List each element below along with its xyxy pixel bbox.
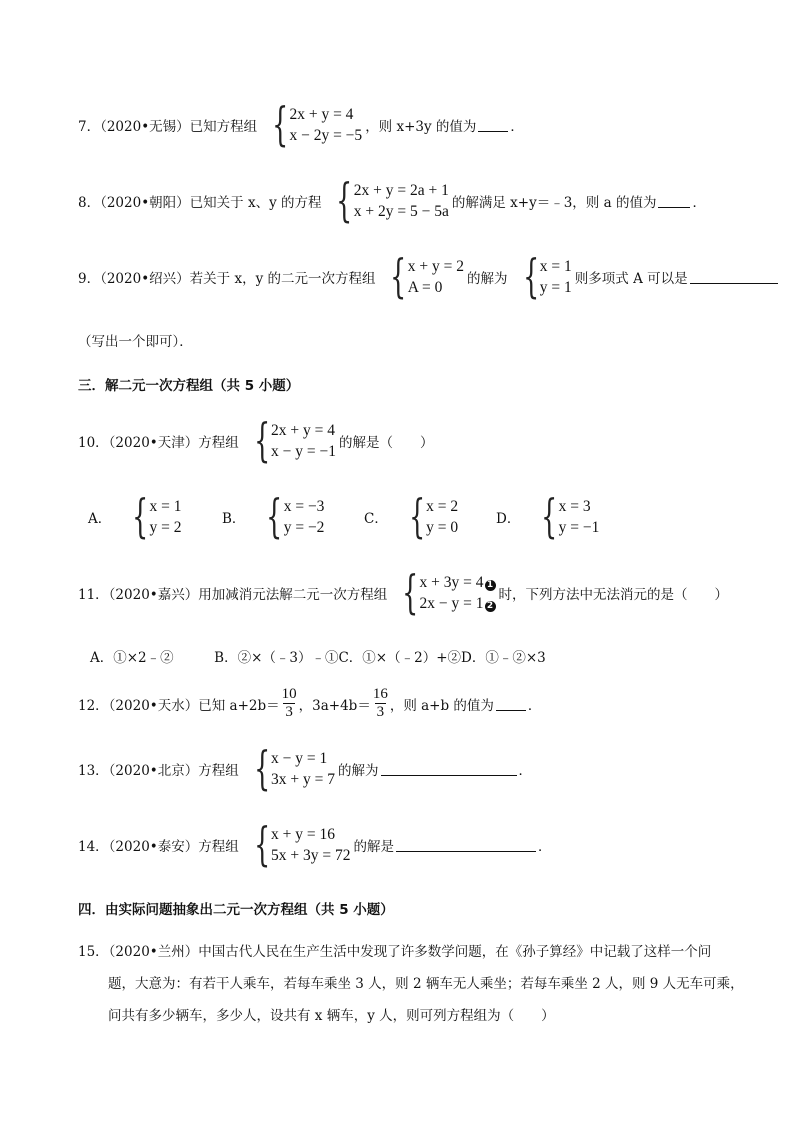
option-row: y = 2 [149, 519, 182, 536]
q8-equation-system [323, 173, 449, 227]
q11-prefix: 11．（2020•嘉兴）用加减消元法解二元一次方程组 [78, 587, 388, 603]
q12-suffix: ，则 a+b 的值为 [389, 697, 494, 714]
q9-answer-blank[interactable] [690, 270, 778, 284]
option-row: y = −1 [558, 519, 600, 536]
q10-equation-system [241, 413, 337, 467]
q8-answer-blank[interactable] [658, 194, 690, 208]
q10-eq1: 2x + y = 4 [271, 422, 336, 439]
question-14 [78, 817, 552, 871]
brace-icon: { [253, 741, 271, 795]
brace-icon: { [409, 489, 426, 543]
q13-eq1: x − y = 1 [271, 750, 328, 767]
q7-end: ． [510, 119, 524, 135]
q15-line-2: 题，大意为：有若干人乘车，若每车乘坐 3 人，则 2 辆车无人乘坐；若每车乘坐 2 人，则 9 人无车可乘， [108, 976, 744, 992]
q7-eq2: x − 2y = −5 [289, 127, 363, 144]
q7-eq1: 2x + y = 4 [289, 106, 354, 123]
brace-icon: { [266, 489, 283, 543]
q9-solution-system [510, 249, 572, 303]
question-15 [78, 936, 744, 1032]
q14-eq1: x + y = 16 [271, 826, 336, 843]
option-row: y = −2 [283, 519, 325, 536]
q12-end: ． [527, 697, 542, 714]
section-3-heading: 三．解二元一次方程组（共 5 小题） [78, 378, 300, 394]
q9-equation-system [377, 249, 464, 303]
fraction-numerator: 10 [281, 686, 297, 702]
q10-option-b[interactable] [222, 489, 327, 543]
q8-eq1: 2x + y = 2a + 1 [353, 182, 449, 199]
q11-suffix: 时，下列方法中无法消元的是（ ） [498, 587, 729, 603]
q9-note-line [78, 330, 193, 350]
question-9 [78, 249, 780, 303]
q12-fraction-1 [282, 686, 297, 721]
q15-line-1: 15．（2020•兰州）中国古代人民在生产生活中发现了许多数学问题，在《孙子算经》中记载了这样一个问 [78, 944, 712, 960]
question-7 [78, 97, 524, 151]
q9-note: （写出一个即可）． [78, 334, 193, 350]
question-13 [78, 741, 533, 795]
q13-equation-system [241, 741, 336, 795]
circled-2-icon: 2 [485, 601, 496, 612]
q10-eq2: x − y = −1 [271, 443, 337, 460]
q10-option-c[interactable] [364, 489, 461, 543]
q9-sol2: y = 1 [539, 279, 572, 296]
q8-suffix: 的解满足 x+y＝﹣3，则 a 的值为 [451, 195, 657, 211]
option-label: A． [88, 511, 112, 527]
brace-icon: { [132, 489, 149, 543]
q8-eq2: x + 2y = 5 − 5a [353, 203, 449, 220]
q14-prefix: 14．（2020•泰安）方程组 [78, 839, 239, 855]
option-label: C． [364, 511, 388, 527]
brace-icon: { [272, 97, 289, 151]
q14-eq2: 5x + 3y = 72 [271, 847, 351, 864]
option-row: x = 2 [426, 498, 459, 515]
q12-prefix: 12．（2020•天水）已知 a+2b＝ [78, 697, 280, 714]
option-label: D． [496, 511, 521, 527]
q10-option-a[interactable] [88, 489, 185, 543]
q15-line-3: 问共有多少辆车，多少人，设共有 x 辆车，y 人，则可列方程组为（ ） [108, 1008, 555, 1024]
q14-equation-system [241, 817, 351, 871]
q14-end: ． [538, 839, 552, 855]
option-row: x = −3 [283, 498, 325, 515]
q9-sol1: x = 1 [539, 258, 572, 275]
q9-prefix: 9．（2020•绍兴）若关于 x，y 的二元一次方程组 [78, 271, 376, 287]
q9-suffix: 则多项式 A 可以是 [574, 271, 688, 287]
q9-eq1: x + y = 2 [407, 258, 464, 275]
q13-eq2: 3x + y = 7 [271, 771, 336, 788]
q13-suffix: 的解为 [338, 763, 379, 779]
brace-icon: { [402, 565, 419, 619]
q14-answer-blank[interactable] [396, 838, 536, 852]
q9-eq2: A = 0 [407, 279, 443, 296]
q11-eq1: x + 3y = 4 [419, 574, 484, 591]
q8-prefix: 8．（2020•朝阳）已知关于 x、y 的方程 [78, 195, 322, 211]
brace-icon: { [336, 173, 353, 227]
q13-end: ． [518, 763, 533, 779]
q13-prefix: 13．（2020•北京）方程组 [78, 763, 239, 779]
q7-answer-blank[interactable] [478, 118, 508, 132]
q7-equation-system [259, 97, 363, 151]
question-12 [78, 686, 541, 721]
q9-mid: 的解为 [467, 271, 508, 287]
q11-equation-system [389, 565, 495, 619]
brace-icon: { [522, 249, 539, 303]
q10-option-d[interactable] [496, 489, 602, 543]
q12-mid: ，3a+4b＝ [298, 697, 371, 714]
brace-icon: { [541, 489, 558, 543]
option-row: y = 0 [426, 519, 459, 536]
brace-icon: { [253, 817, 271, 871]
q12-answer-blank[interactable] [496, 697, 526, 711]
brace-icon: { [253, 413, 271, 467]
q14-suffix: 的解是 [353, 839, 395, 855]
q13-answer-blank[interactable] [381, 762, 517, 776]
option-row: x = 1 [149, 498, 182, 515]
q7-prefix: 7．（2020•无锡）已知方程组 [78, 119, 258, 135]
fraction-denominator: 3 [285, 704, 293, 720]
option-row: x = 3 [558, 498, 591, 515]
q7-suffix: ，则 x+3y 的值为 [365, 119, 477, 135]
q11-options-text: A．①×2﹣② B．②×（﹣3）﹣①C．①×（﹣2）+②D．①﹣②×3 [90, 650, 546, 666]
q11-eq2: 2x − y = 1 [419, 595, 484, 612]
q10-suffix: 的解是（ ） [339, 435, 434, 451]
question-8 [78, 173, 706, 227]
q10-prefix: 10．（2020•天津）方程组 [78, 435, 239, 451]
fraction-denominator: 3 [376, 704, 385, 720]
question-11 [78, 565, 729, 619]
q12-fraction-2 [373, 686, 388, 721]
circled-1-icon: 1 [485, 580, 496, 591]
section-4-heading: 四．由实际问题抽象出二元一次方程组（共 5 小题） [78, 902, 394, 918]
fraction-numerator: 16 [372, 686, 388, 702]
option-label: B． [222, 511, 246, 527]
q8-end: ． [692, 195, 706, 211]
brace-icon: { [390, 249, 407, 303]
question-10 [78, 413, 434, 467]
q11-options[interactable] [90, 646, 546, 666]
